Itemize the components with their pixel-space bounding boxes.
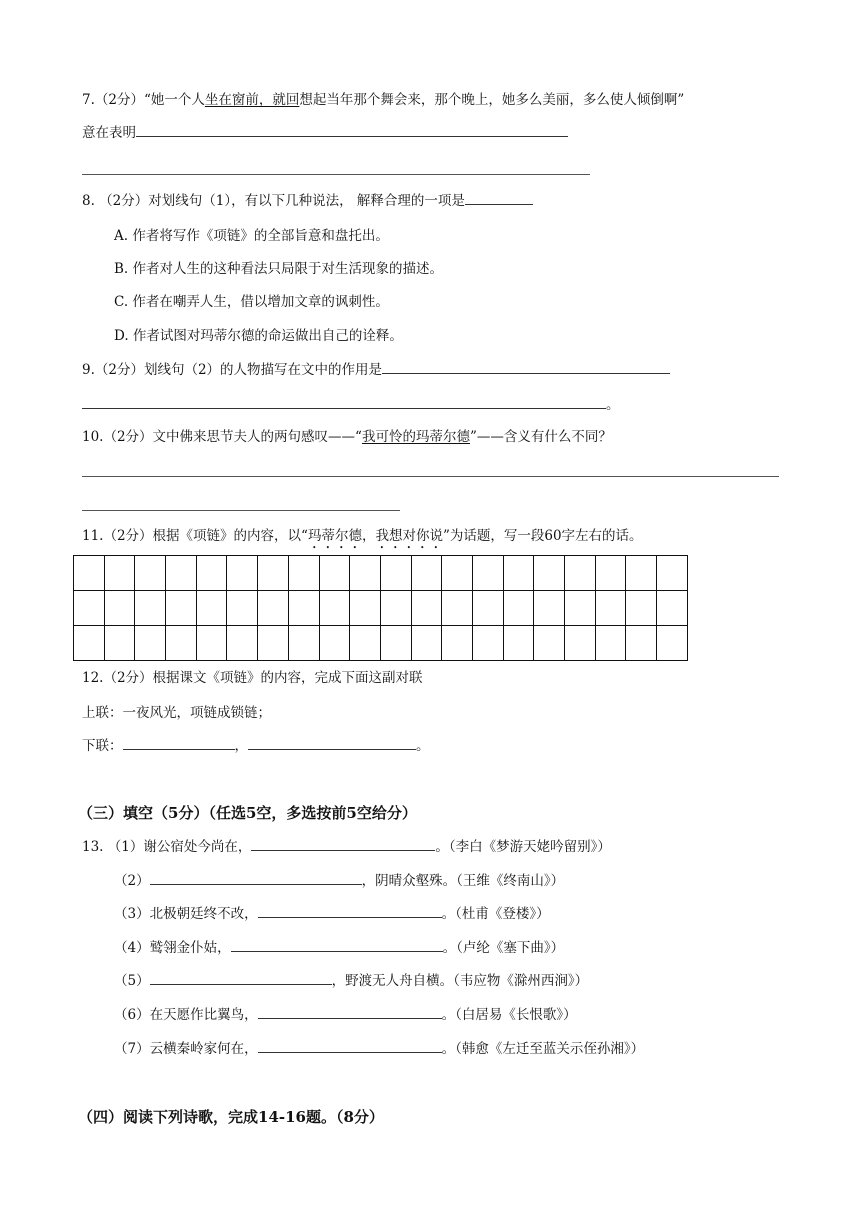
q9-answer-blank-2[interactable] <box>82 395 606 409</box>
q8-answer-blank[interactable] <box>465 191 533 205</box>
grid-cell[interactable] <box>503 591 534 626</box>
grid-cell[interactable] <box>104 591 135 626</box>
grid-cell[interactable] <box>657 556 688 591</box>
grid-cell[interactable] <box>227 556 258 591</box>
q12-blank-2[interactable] <box>248 736 416 750</box>
grid-cell[interactable] <box>411 556 442 591</box>
grid-cell[interactable] <box>135 591 166 626</box>
q13-item-1: 13. （1）谢公宿处今尚在， 。（李白《梦游天姥吟留别》） <box>82 839 611 855</box>
q13-blank-1[interactable] <box>251 837 435 851</box>
grid-cell[interactable] <box>626 626 657 661</box>
grid-cell[interactable] <box>288 626 319 661</box>
grid-cell[interactable] <box>442 556 473 591</box>
q10-answer-blank[interactable] <box>82 476 779 477</box>
grid-row <box>74 626 688 661</box>
grid-cell[interactable] <box>258 556 289 591</box>
grid-cell[interactable] <box>472 556 503 591</box>
grid-cell[interactable] <box>258 626 289 661</box>
q13-blank-7[interactable] <box>258 1039 442 1053</box>
grid-cell[interactable] <box>595 591 626 626</box>
grid-cell[interactable] <box>595 556 626 591</box>
q8-option-a: A. 作者将写作《项链》的全部旨意和盘托出。 <box>114 228 389 244</box>
q8-stem: 8. （2分）对划线句（1），有以下几种说法， 解释合理的一项是 <box>82 191 533 211</box>
grid-cell[interactable] <box>380 626 411 661</box>
grid-cell[interactable] <box>319 626 350 661</box>
grid-cell[interactable] <box>380 591 411 626</box>
grid-cell[interactable] <box>472 626 503 661</box>
grid-cell[interactable] <box>565 591 596 626</box>
grid-cell[interactable] <box>534 626 565 661</box>
q12-blank-1[interactable] <box>123 736 235 750</box>
grid-cell[interactable] <box>196 591 227 626</box>
grid-cell[interactable] <box>503 626 534 661</box>
grid-cell[interactable] <box>565 626 596 661</box>
grid-cell[interactable] <box>166 626 197 661</box>
q12-stem: 12.（2分）根据课文《项链》的内容，完成下面这副对联 <box>82 670 423 686</box>
grid-cell[interactable] <box>74 556 105 591</box>
q7-answer-line: 意在表明 <box>82 123 568 143</box>
grid-cell[interactable] <box>135 556 166 591</box>
q11-emphasized-topic: 玛蒂尔德，我想对你说 <box>307 528 443 544</box>
grid-cell[interactable] <box>104 626 135 661</box>
grid-cell[interactable] <box>350 626 381 661</box>
grid-cell[interactable] <box>657 626 688 661</box>
grid-cell[interactable] <box>227 591 258 626</box>
q9-answer-blank[interactable] <box>382 360 670 374</box>
grid-cell[interactable] <box>288 591 319 626</box>
grid-cell[interactable] <box>503 556 534 591</box>
writing-grid <box>73 555 688 661</box>
grid-cell[interactable] <box>104 556 135 591</box>
q9-stem: 9.（2分）划线句（2）的人物描写在文中的作用是 <box>82 360 670 380</box>
grid-cell[interactable] <box>196 556 227 591</box>
q13-item-3: （3）北极朝廷终不改， 。（杜甫《登楼》） <box>114 906 550 922</box>
grid-cell[interactable] <box>350 556 381 591</box>
grid-cell[interactable] <box>319 556 350 591</box>
grid-cell[interactable] <box>411 591 442 626</box>
q13-item-2: （2） ，阴晴众壑殊。（王维《终南山》） <box>114 873 565 889</box>
q13-blank-3[interactable] <box>258 904 442 918</box>
q10-stem: 10.（2分）文中佛来思节夫人的两句感叹——“我可怜的玛蒂尔德”——含义有什么不同？ <box>82 429 612 445</box>
grid-cell[interactable] <box>534 556 565 591</box>
grid-cell[interactable] <box>288 556 319 591</box>
section3-title: （三）填空（5分）（任选5空，多选按前5空给分） <box>78 804 417 822</box>
q8-option-d: D. 作者试图对玛蒂尔德的命运做出自己的诠释。 <box>114 328 403 344</box>
q7-answer-blank-2[interactable] <box>82 174 590 175</box>
grid-cell[interactable] <box>657 591 688 626</box>
grid-cell[interactable] <box>319 591 350 626</box>
q9-answer-line-2: 。 <box>82 395 620 415</box>
q13-blank-5[interactable] <box>150 971 332 985</box>
section4-title: （四）阅读下列诗歌，完成14-16题。（8分） <box>78 1108 384 1126</box>
q8-option-c: C. 作者在嘲弄人生，借以增加文章的讽刺性。 <box>114 294 389 310</box>
q11-stem: 11.（2分）根据《项链》的内容，以“玛蒂尔德，我想对你说”为话题，写一段60字左右的话。 <box>82 528 643 544</box>
grid-cell[interactable] <box>411 626 442 661</box>
q10-answer-blank-2[interactable] <box>82 510 400 511</box>
grid-cell[interactable] <box>74 591 105 626</box>
q13-item-6: （6）在天愿作比翼鸟， 。（白居易《长恨歌》） <box>114 1007 577 1023</box>
q7-stem: 7.（2分）“她一个人坐在窗前，就回想起当年那个舞会来，那个晚上，她多么美丽，多么使人倾倒啊” <box>82 92 685 108</box>
q13-item-4: （4）鹫翎金仆姑， 。（卢纶《塞下曲》） <box>114 940 565 956</box>
grid-cell[interactable] <box>166 556 197 591</box>
grid-cell[interactable] <box>565 556 596 591</box>
grid-cell[interactable] <box>442 591 473 626</box>
grid-cell[interactable] <box>534 591 565 626</box>
grid-cell[interactable] <box>442 626 473 661</box>
q7-answer-blank[interactable] <box>136 123 568 137</box>
grid-cell[interactable] <box>380 556 411 591</box>
q13-blank-2[interactable] <box>150 871 362 885</box>
grid-row <box>74 556 688 591</box>
grid-cell[interactable] <box>74 626 105 661</box>
grid-cell[interactable] <box>258 591 289 626</box>
grid-cell[interactable] <box>472 591 503 626</box>
grid-cell[interactable] <box>196 626 227 661</box>
grid-row <box>74 591 688 626</box>
grid-cell[interactable] <box>350 591 381 626</box>
grid-cell[interactable] <box>595 626 626 661</box>
q13-blank-6[interactable] <box>258 1005 442 1019</box>
grid-cell[interactable] <box>166 591 197 626</box>
grid-cell[interactable] <box>135 626 166 661</box>
q8-option-b: B. 作者对人生的这种看法只局限于对生活现象的描述。 <box>114 261 444 277</box>
q12-upper-couplet: 上联：一夜风光，项链成锁链； <box>82 705 271 721</box>
q13-item-5: （5） ，野渡无人舟自横。（韦应物《滁州西涧》） <box>114 973 589 989</box>
grid-cell[interactable] <box>626 556 657 591</box>
q10-underlined-text: 我可怜的玛蒂尔德 <box>361 429 470 445</box>
grid-cell[interactable] <box>227 626 258 661</box>
q13-blank-4[interactable] <box>231 938 443 952</box>
grid-cell[interactable] <box>626 591 657 626</box>
q12-lower-couplet: 下联： ， 。 <box>82 738 430 754</box>
q7-underlined-text: 坐在窗前，就回 <box>204 92 300 108</box>
q13-item-7: （7）云横秦岭家何在， 。（韩愈《左迁至蓝关示侄孙湘》） <box>114 1041 645 1057</box>
